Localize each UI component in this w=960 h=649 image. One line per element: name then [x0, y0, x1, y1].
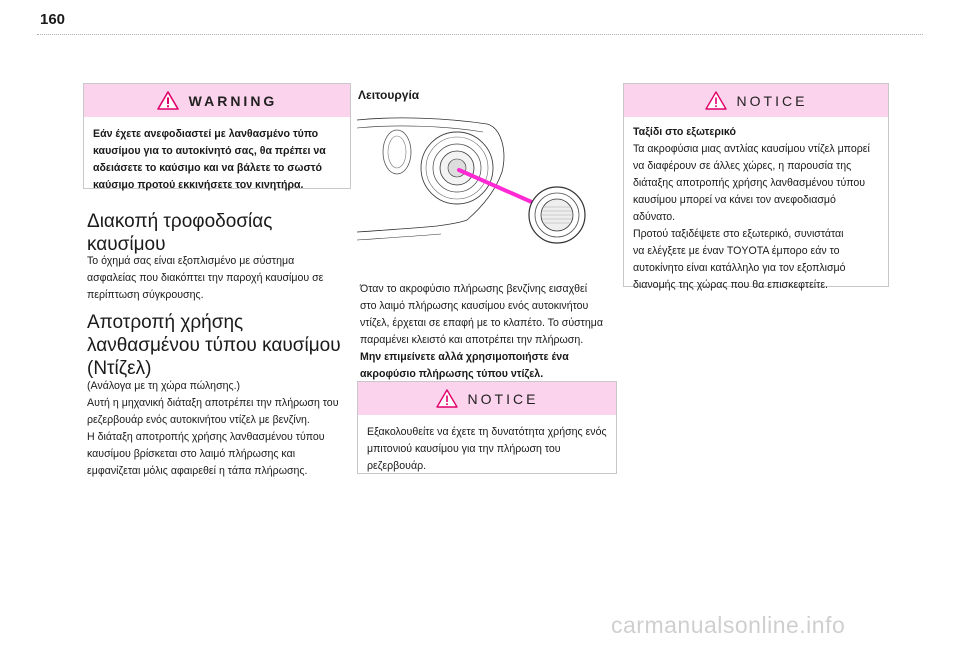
body-line: καυσίμου βρίσκεται στο λαιμό πλήρωσης και — [87, 448, 296, 460]
body-line: Η διάταξη αποτροπής χρήσης λανθασμένου τύπου — [87, 431, 325, 443]
notice-line: διανομής της χώρας που θα επισκεφτείτε. — [633, 279, 829, 291]
body-line: περίπτωση σύγκρουσης. — [87, 289, 204, 301]
body-line-bold: Μην επιμείνετε αλλά χρησιμοποιήστε ένα — [360, 351, 569, 363]
warning-header — [84, 84, 350, 117]
body-line: (Ανάλογα με τη χώρα πώλησης.) — [87, 380, 241, 392]
warning-triangle-icon — [157, 91, 179, 110]
section-title-misfuel — [87, 311, 355, 380]
notice-triangle-icon — [705, 91, 727, 110]
body-line: παραμένει κλειστό και αποτρέπει την πλήρωση. — [360, 334, 584, 346]
notice-line: διάταξης αποτροπής χρήσης λανθασμένου τύπου — [633, 177, 866, 189]
warning-line: Εάν έχετε ανεφοδιαστεί με λανθασμένο τύπο — [93, 128, 319, 140]
notice-title: Ταξίδι στο εξωτερικό — [633, 126, 736, 138]
notice-line: ρεζερβουάρ. — [367, 460, 427, 472]
body-line-bold: ακροφύσιο πλήρωσης τύπου ντίζελ. — [360, 368, 544, 380]
notice-line: αυτοκίνητο είναι κατάλληλο για τον εξοπλισμό — [633, 262, 846, 274]
body-line: Αυτή η μηχανική διάταξη αποτρέπει την πλήρωση του — [87, 397, 339, 409]
top-divider — [37, 34, 923, 35]
detail-callout — [529, 187, 585, 243]
body-line: ασφαλείας που διακόπτει την παροχή καυσίμου σε — [87, 272, 324, 284]
warning-text — [84, 117, 350, 202]
warning-line: καύσιμο προτού εκκινήσετε τον κινητήρα. — [93, 179, 304, 191]
title-line: καυσίμου — [87, 234, 166, 255]
warning-line: αδειάσετε το καύσιμο και να βάλετε το σωστό — [93, 162, 322, 174]
body-line: ντίζελ, έρχεται σε επαφή με το κλαπέτο. Το σύστημα — [360, 317, 603, 329]
body-line: Το όχημά σας είναι εξοπλισμένο με σύστημα — [87, 255, 295, 267]
notice-line: Τα ακροφύσια μιας αντλίας καυσίμου ντίζελ μπορεί — [633, 143, 870, 155]
notice-line: Εξακολουθείτε να έχετε τη δυνατότητα χρήσης ενός — [367, 426, 607, 438]
warning-label: WARNING — [188, 92, 278, 109]
body-line: ρεζερβουάρ ενός αυτοκινήτου ντίζελ με βενζίνη. — [87, 414, 310, 426]
page-number: 160 — [40, 11, 66, 28]
section-title-fuel-cutoff — [87, 210, 355, 256]
title-line: Αποτροπή χρήσης — [87, 312, 244, 333]
body-line: εμφανίζεται μόλις αφαιρεθεί η τάπα πλήρωσης. — [87, 465, 308, 477]
notice-box-abroad — [623, 83, 889, 291]
fuel-cutoff-text — [87, 253, 355, 304]
misfuel-text — [87, 378, 355, 480]
title-line: λανθασμένου τύπου καυσίμου — [87, 335, 341, 356]
warning-line: καυσίμου για το αυτοκίνητό σας, θα πρέπει να — [93, 145, 326, 157]
body-line: στο λαιμό πλήρωσης καυσίμου ενός αυτοκινήτου — [360, 300, 589, 312]
notice-label: NOTICE — [467, 390, 539, 407]
notice-label: NOTICE — [736, 92, 808, 109]
warning-box — [83, 83, 351, 189]
body-line: Όταν το ακροφύσιο πλήρωσης βενζίνης εισαχθεί — [360, 283, 588, 295]
notice-line: αδύνατο. — [633, 211, 676, 223]
title-line: Διακοπή τροφοδοσίας — [87, 211, 273, 232]
notice-text — [358, 415, 616, 483]
notice-header — [358, 382, 616, 415]
notice-line: μπιτονιού καυσίμου για την πλήρωση του — [367, 443, 561, 455]
watermark: carmanualsonline.info — [611, 612, 846, 638]
notice-text — [624, 117, 888, 302]
notice-triangle-icon — [436, 389, 458, 408]
notice-line: να ελέγξετε με έναν TOYOTA έμπορο εάν το — [633, 245, 840, 257]
notice-line: να διαφέρουν σε άλλες χώρες, η παρουσία της — [633, 160, 852, 172]
title-line: (Ντίζελ) — [87, 358, 152, 379]
notice-line: Προτού ταξιδέψετε στο εξωτερικό, συνιστάται — [633, 228, 844, 240]
operation-text — [360, 281, 620, 383]
notice-box-fuel-can — [357, 381, 617, 474]
section-title-operation: Λειτουργία — [358, 88, 420, 102]
notice-line: καυσίμου μπορεί να κάνει τον ανεφοδιασμό — [633, 194, 836, 206]
notice-header — [624, 84, 888, 117]
filler-neck-illustration — [357, 112, 617, 268]
filler-neck-drawing — [357, 112, 617, 268]
